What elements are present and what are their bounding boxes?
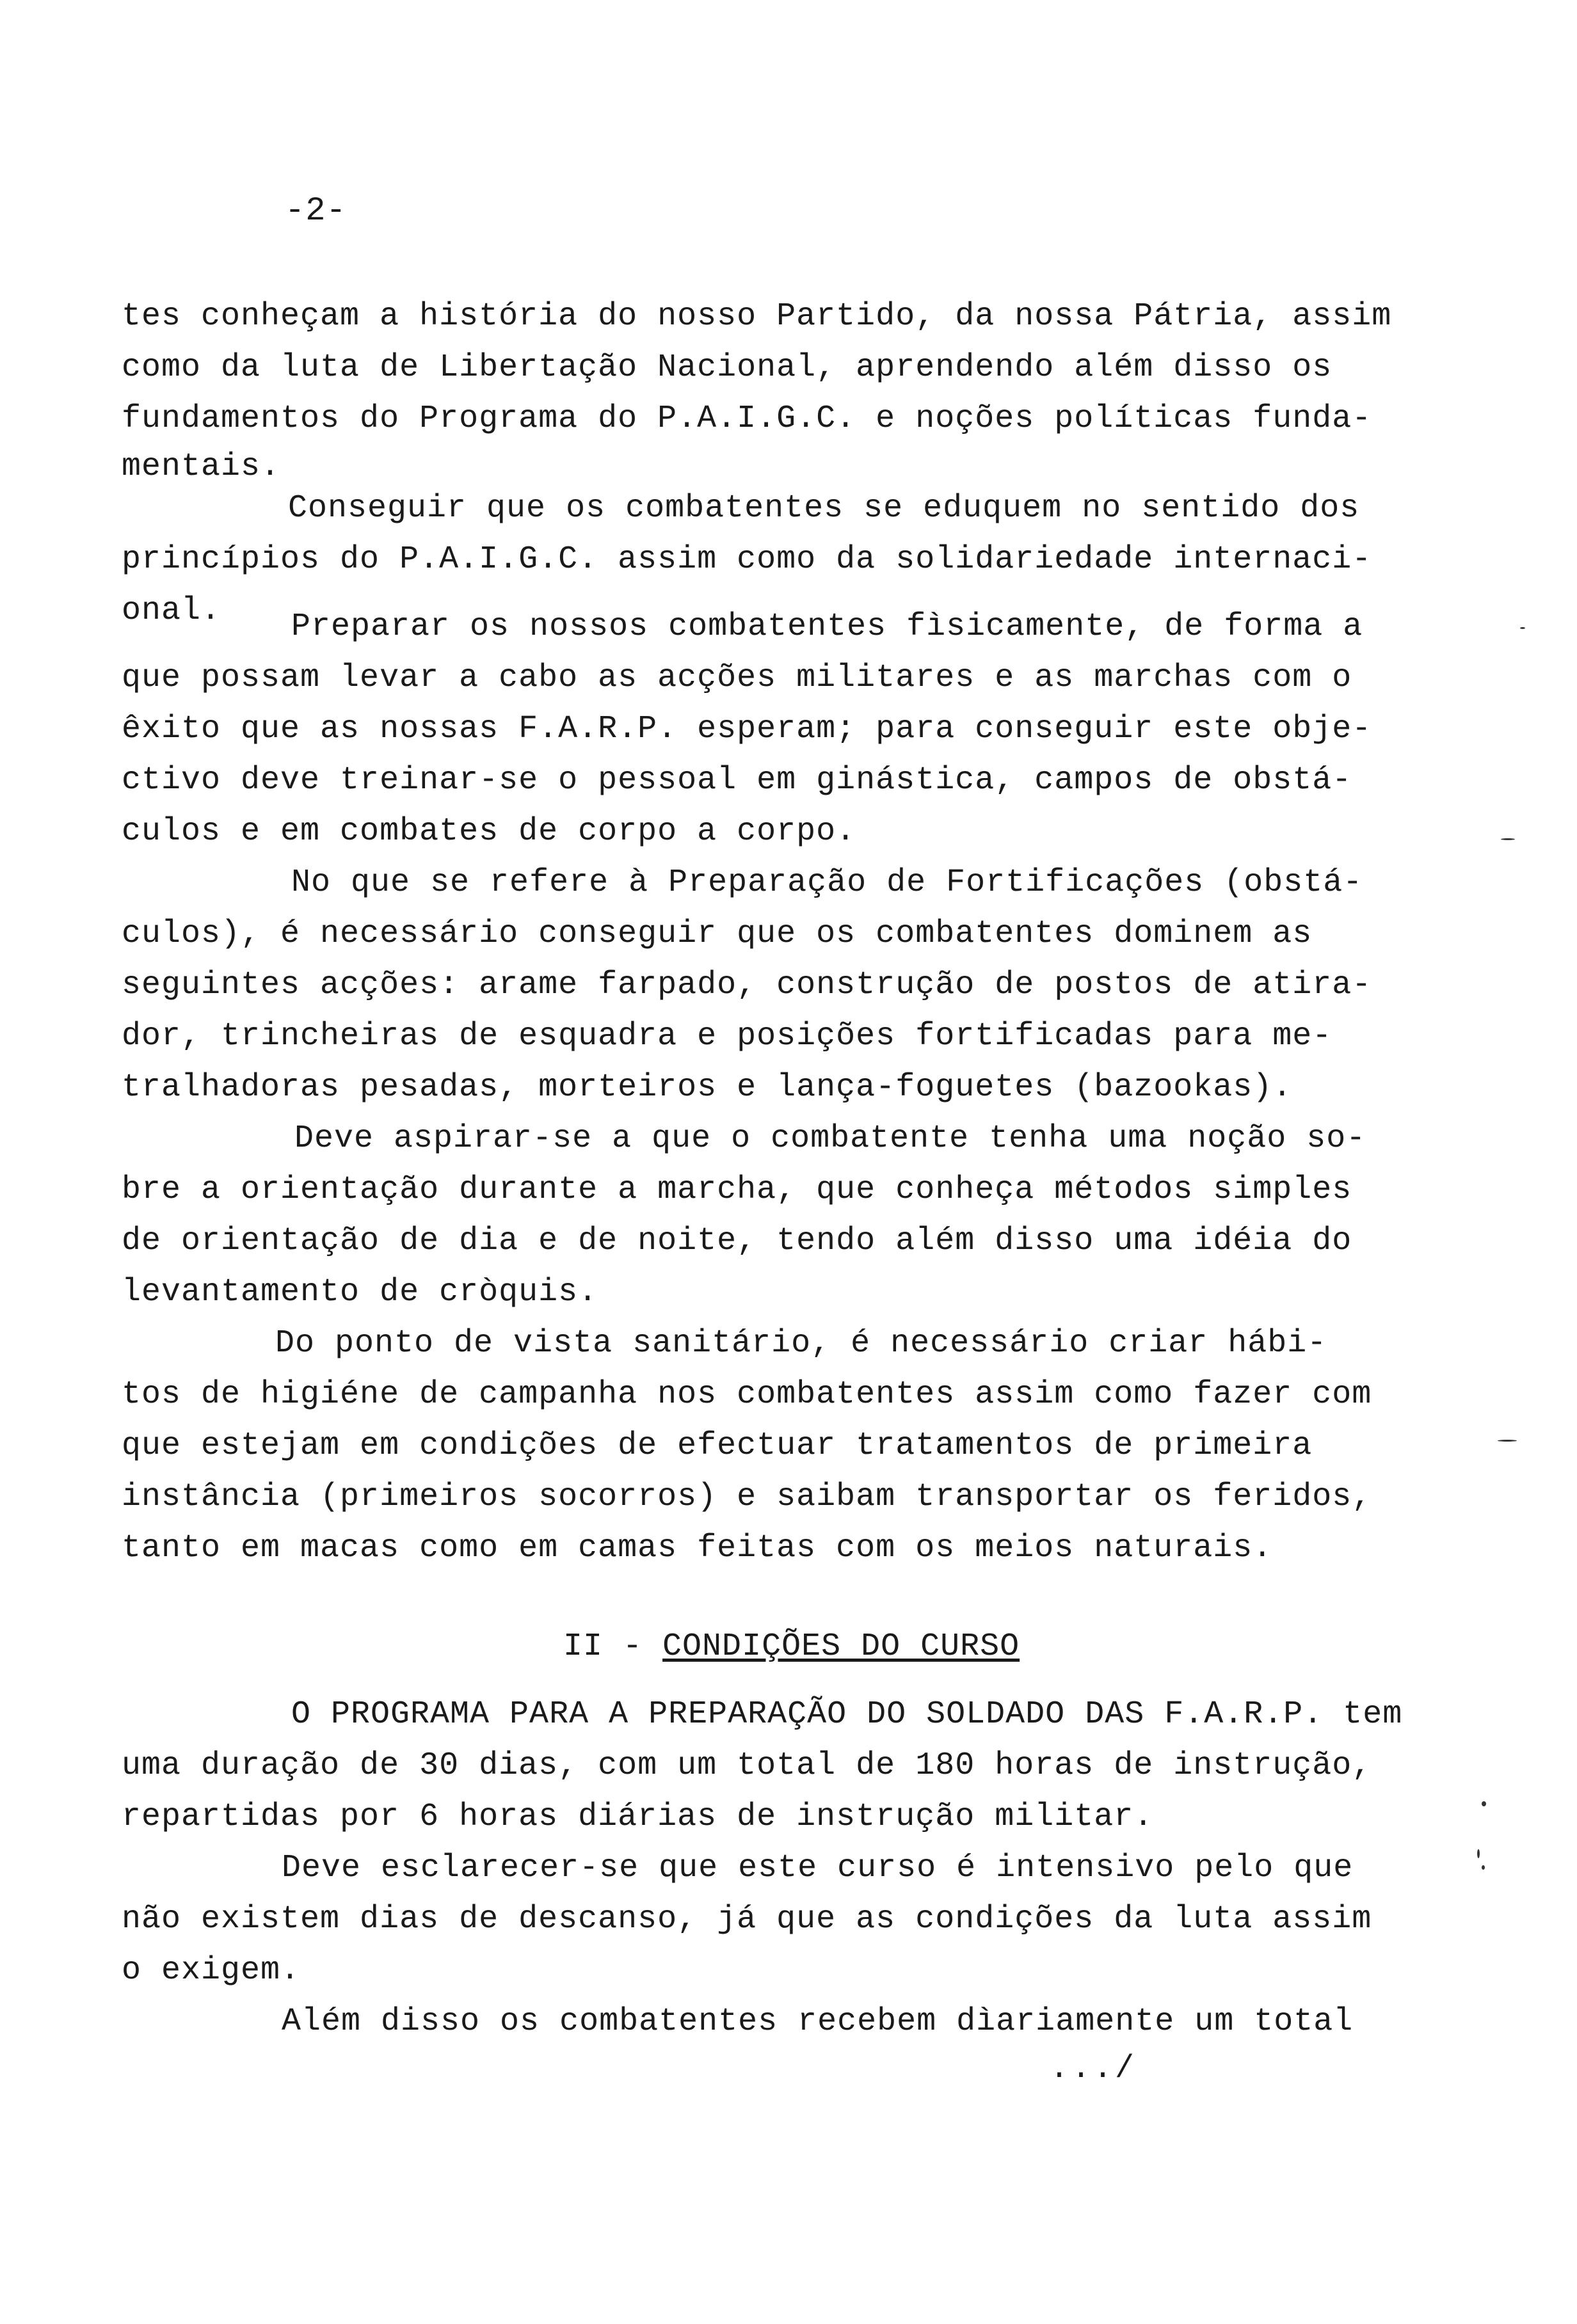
continuation-mark: .../ [1050, 2051, 1137, 2087]
text-line: ctivo deve treinar-se o pessoal em ginástica, campos de obstá- [122, 762, 1352, 799]
text-line: bre a orientação durante a marcha, que conheça métodos simples [122, 1172, 1352, 1208]
text-line: onal. [122, 593, 221, 629]
scan-speck [1520, 627, 1525, 629]
text-line: No que se refere à Preparação de Fortificações (obstá- [291, 864, 1363, 901]
text-line: Deve esclarecer-se que este curso é intensivo pelo que [282, 1850, 1354, 1886]
text-line: Do ponto de vista sanitário, é necessário criar hábi- [275, 1325, 1327, 1362]
text-line: Deve aspirar-se a que o combatente tenha uma noção so- [294, 1120, 1366, 1157]
text-line: fundamentos do Programa do P.A.I.G.C. e noções políticas funda- [122, 401, 1372, 437]
text-line: Além disso os combatentes recebem dìariamente um total [282, 2003, 1354, 2040]
text-line: tanto em macas como em camas feitas com os meios naturais. [122, 1530, 1273, 1566]
text-line: tes conheçam a história do nosso Partido, da nossa Pátria, assim [122, 298, 1392, 335]
section-heading [563, 1628, 1020, 1665]
scan-speck [1501, 838, 1515, 840]
text-line: O PROGRAMA PARA A PREPARAÇÃO DO SOLDADO DAS F.A.R.P. tem [291, 1696, 1403, 1733]
text-line: não existem dias de descanso, já que as condições da luta assim [122, 1901, 1372, 1938]
text-line: Preparar os nossos combatentes fìsicamente, de forma a [291, 609, 1363, 645]
text-line: o exigem. [122, 1952, 301, 1989]
text-line: levantamento de cròquis. [122, 1274, 598, 1310]
text-line: dor, trincheiras de esquadra e posições fortificadas para me- [122, 1018, 1333, 1055]
text-line: culos), é necessário conseguir que os combatentes dominem as [122, 916, 1313, 952]
text-line: de orientação de dia e de noite, tendo além disso uma idéia do [122, 1223, 1352, 1259]
text-line: que estejam em condições de efectuar tratamentos de primeira [122, 1428, 1313, 1464]
text-line: tralhadoras pesadas, morteiros e lança-foguetes (bazookas). [122, 1069, 1293, 1106]
text-line: que possam levar a cabo as acções militares e as marchas com o [122, 660, 1352, 696]
scan-speck [1482, 1865, 1485, 1870]
text-line: repartidas por 6 horas diárias de instrução militar. [122, 1799, 1154, 1835]
text-line: culos e em combates de corpo a corpo. [122, 813, 856, 850]
text-line: uma duração de 30 dias, com um total de 180 horas de instrução, [122, 1747, 1372, 1784]
page-number: -2- [285, 192, 347, 230]
section-title: CONDIÇÕES DO CURSO [662, 1628, 1020, 1665]
text-line: seguintes acções: arame farpado, construção de postos de atira- [122, 967, 1372, 1003]
text-line: mentais. [122, 449, 281, 485]
text-line: Conseguir que os combatentes se eduquem no sentido dos [288, 490, 1360, 527]
text-line: instância (primeiros socorros) e saibam transportar os feridos, [122, 1479, 1372, 1515]
text-line: êxito que as nossas F.A.R.P. esperam; para conseguir este obje- [122, 711, 1372, 747]
scan-speck [1482, 1801, 1486, 1806]
text-line: como da luta de Libertação Nacional, aprendendo além disso os [122, 349, 1333, 386]
text-line: princípios do P.A.I.G.C. assim como da solidariedade internaci- [122, 541, 1372, 578]
text-line: tos de higiéne de campanha nos combatentes assim como fazer com [122, 1376, 1372, 1413]
scan-speck [1477, 1849, 1480, 1858]
section-number: II - [563, 1628, 643, 1665]
scan-speck [1498, 1440, 1517, 1442]
